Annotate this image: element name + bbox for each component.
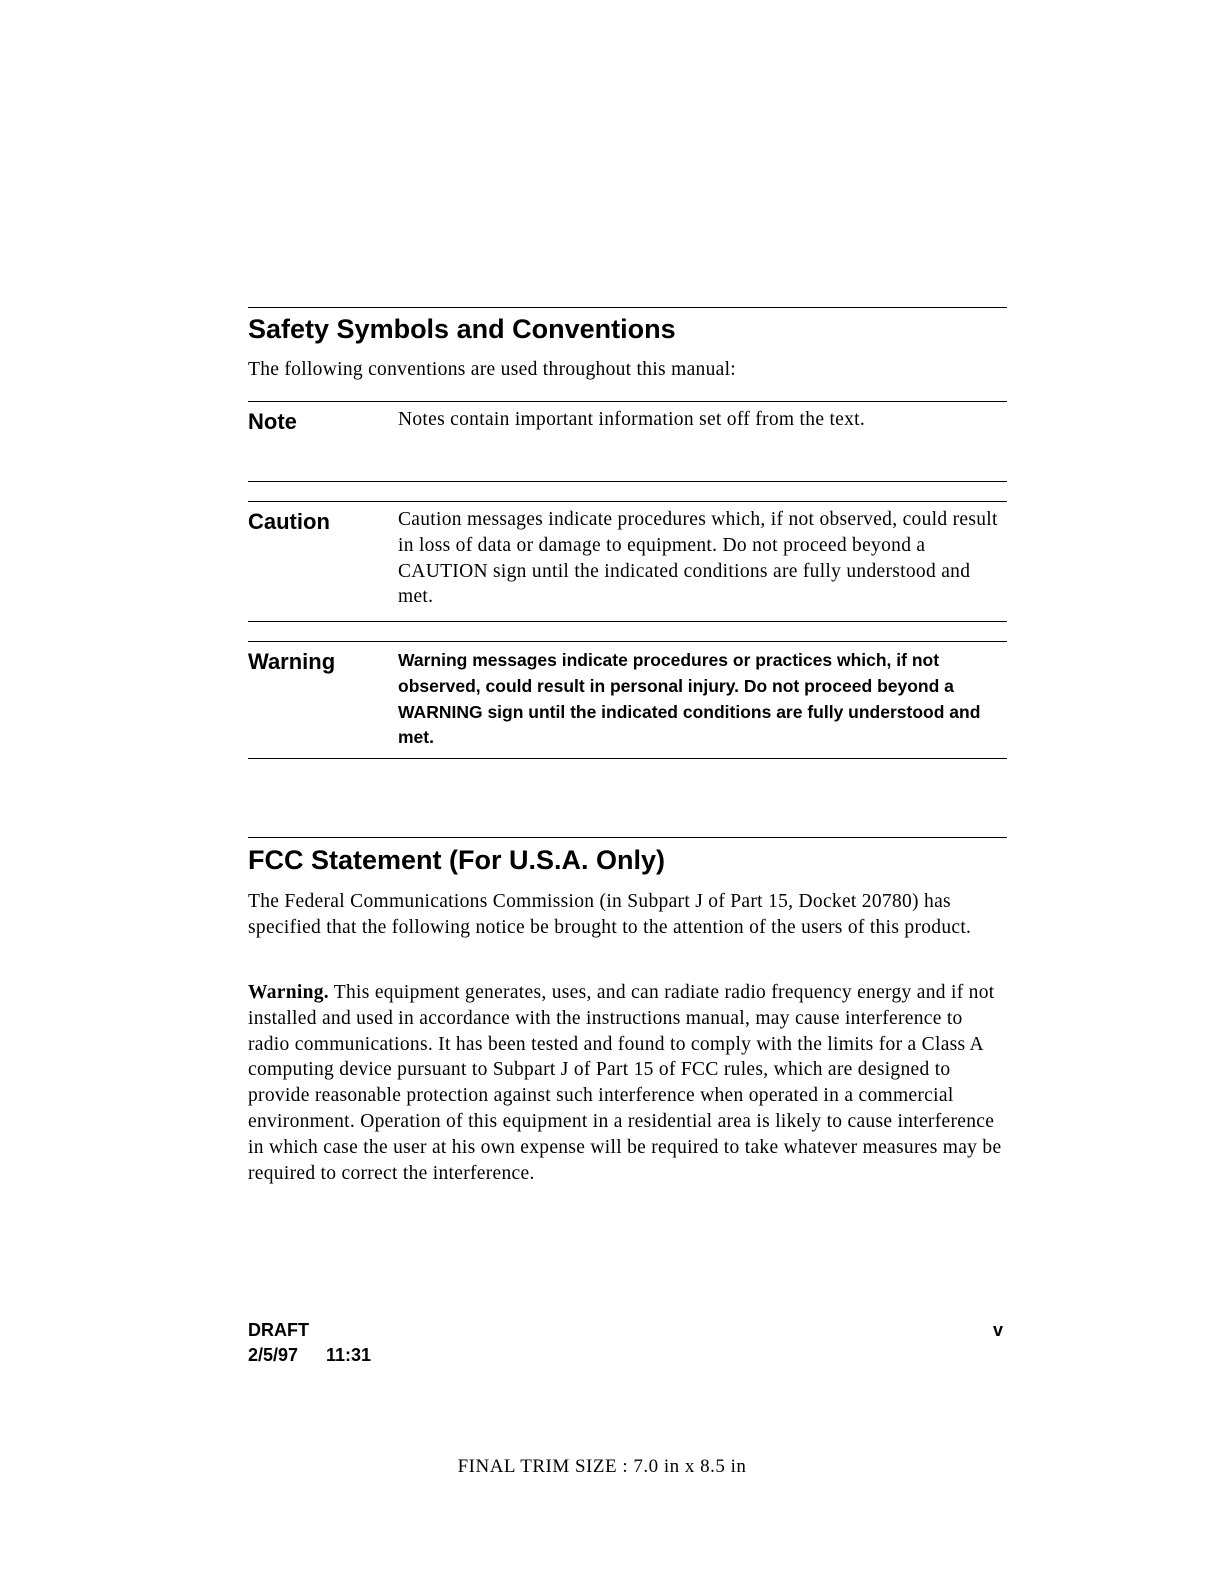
- note-bottom-rule: [248, 481, 1007, 482]
- draft-date: 2/5/97: [248, 1345, 299, 1365]
- section-rule: [248, 307, 1007, 308]
- caution-bottom-rule: [248, 621, 1007, 622]
- caution-label: Caution: [248, 509, 330, 534]
- caution-top-rule: [248, 501, 1007, 502]
- warning-label: Warning: [248, 649, 336, 674]
- safety-intro: The following conventions are used throughout this manual:: [248, 359, 737, 380]
- warning-text: Warning messages indicate procedures or practices which, if not observed, could result in personal injury. Do not proceed beyond a WARNING sign until the indicated conditions are fully understood and met.: [398, 650, 981, 748]
- warning-bottom-rule: [248, 758, 1007, 759]
- fcc-heading: FCC Statement (For U.S.A. Only): [248, 845, 666, 875]
- note-text: Notes contain important information set off from the text.: [398, 409, 866, 430]
- safety-heading: Safety Symbols and Conventions: [248, 314, 676, 344]
- fcc-warning-text: This equipment generates, uses, and can radiate radio frequency energy and if not installed and used in accordance with the instructions manual, may cause interference to radio communications. It has been tested and found to comply with the limits for a Class A computing device pursuant to Subpart J of Part 15 of FCC rules, which are designed to provide reasonable protection against such interference when operated in a commercial environment. Operation of this equipment in a residential area is likely to cause interference in which case the user at his own expense will be required to take whatever measures may be required to correct the interference.: [248, 982, 1002, 1184]
- fcc-warning-paragraph: [248, 980, 1008, 1186]
- note-label: Note: [248, 409, 297, 434]
- warning-top-rule: [248, 641, 1007, 642]
- page-number: v: [993, 1320, 1004, 1340]
- fcc-paragraph: The Federal Communications Commission (in Subpart J of Part 15, Docket 20780) has specified that the following notice be brought to the attention of the users of this product.: [248, 891, 972, 938]
- draft-label: DRAFT: [248, 1320, 309, 1340]
- trim-size-note: FINAL TRIM SIZE : 7.0 in x 8.5 in: [457, 1456, 747, 1477]
- fcc-rule: [248, 837, 1007, 838]
- fcc-warning-label: Warning.: [248, 982, 329, 1003]
- draft-time: 11:31: [326, 1345, 372, 1365]
- note-top-rule: [248, 401, 1007, 402]
- caution-text: Caution messages indicate procedures which, if not observed, could result in loss of data or damage to equipment. Do not proceed beyond a CAUTION sign until the indicated conditions are fully understood and met.: [398, 509, 998, 608]
